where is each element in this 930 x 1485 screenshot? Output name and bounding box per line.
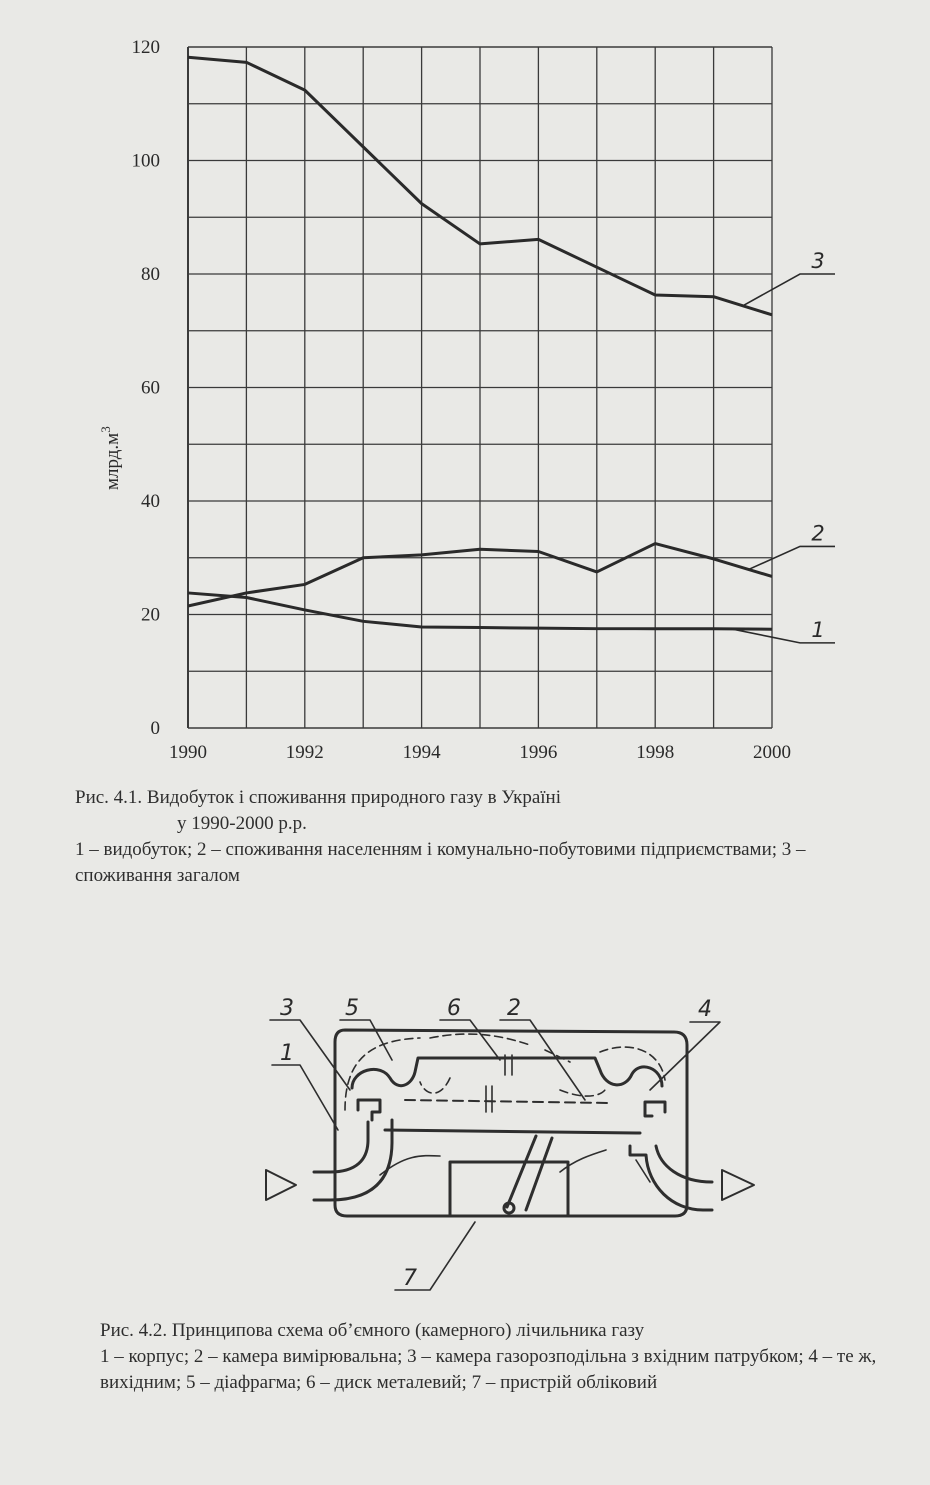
series-label-2: 2: [811, 521, 825, 546]
diagram-label-3: 3: [280, 996, 294, 1021]
inlet-pipe: [314, 1120, 392, 1200]
x-tick-label: 1990: [169, 742, 207, 763]
partition: [385, 1130, 640, 1133]
chart-grid: [188, 47, 772, 728]
figure-1-caption: [75, 785, 895, 889]
caption-1-title: Рис. 4.1. Видобуток і споживання природного газу в Україні: [75, 787, 562, 808]
x-axis-ticks: [169, 742, 791, 763]
caption-2-legend: 1 – корпус; 2 – камера вимірювальна; 3 – камера газорозподільна з вхідним патрубком; 4 – те ж, вихідним; 5 – діафрагма; 6 – диск металевий; 7 – пристрій обліковий: [100, 1346, 877, 1393]
diagram-label-7: 7: [403, 1266, 417, 1291]
diagram-label-5: 5: [345, 996, 359, 1021]
diagram-label-1: 1: [280, 1041, 294, 1066]
y-tick-label: 80: [141, 264, 160, 285]
outlet-flange: [645, 1102, 665, 1116]
x-tick-label: 1994: [402, 742, 441, 763]
y-axis-label: $млрд.м^3$: [98, 426, 123, 490]
y-axis-ticks: [132, 37, 161, 739]
outlet-pipe: [630, 1146, 712, 1210]
x-tick-label: 1992: [285, 742, 324, 763]
y-tick-label: 120: [131, 37, 160, 58]
diagram-label-4: 4: [698, 997, 712, 1022]
counting-device: [450, 1162, 568, 1216]
y-tick-label: 100: [131, 150, 160, 172]
x-tick-label: 1998: [636, 742, 675, 763]
diagram-label-6: 6: [447, 996, 461, 1021]
diaphragm-dashed: [405, 1100, 610, 1103]
outlet-arrow: [722, 1170, 754, 1200]
diagram-label-2: 2: [507, 996, 521, 1021]
diaphragm: [352, 1058, 662, 1088]
caption-1-years: у 1990-2000 р.р.: [177, 813, 307, 834]
gas-meter-diagram: [0, 960, 930, 1305]
x-tick-label: 2000: [753, 742, 791, 763]
leader-3: [743, 274, 835, 306]
inlet-flange: [358, 1100, 380, 1120]
caption-2-title: Рис. 4.2. Принципова схема об’ємного (камерного) лічильника газу: [100, 1320, 645, 1341]
y-tick-label: 0: [150, 718, 160, 739]
y-tick-label: 20: [141, 604, 160, 626]
series-label-3: 3: [811, 249, 825, 273]
inlet-arrow: [266, 1170, 296, 1200]
x-tick-label: 1996: [519, 742, 558, 763]
series-label-1: 1: [811, 617, 825, 642]
caption-1-legend: 1 – видобуток; 2 – споживання населенням і комунально-побутовими підприємствами; 3 – споживання загалом: [75, 839, 806, 886]
figure-2-caption: [100, 1318, 900, 1396]
y-tick-label: 60: [141, 377, 160, 399]
y-tick-label: 40: [141, 491, 160, 512]
